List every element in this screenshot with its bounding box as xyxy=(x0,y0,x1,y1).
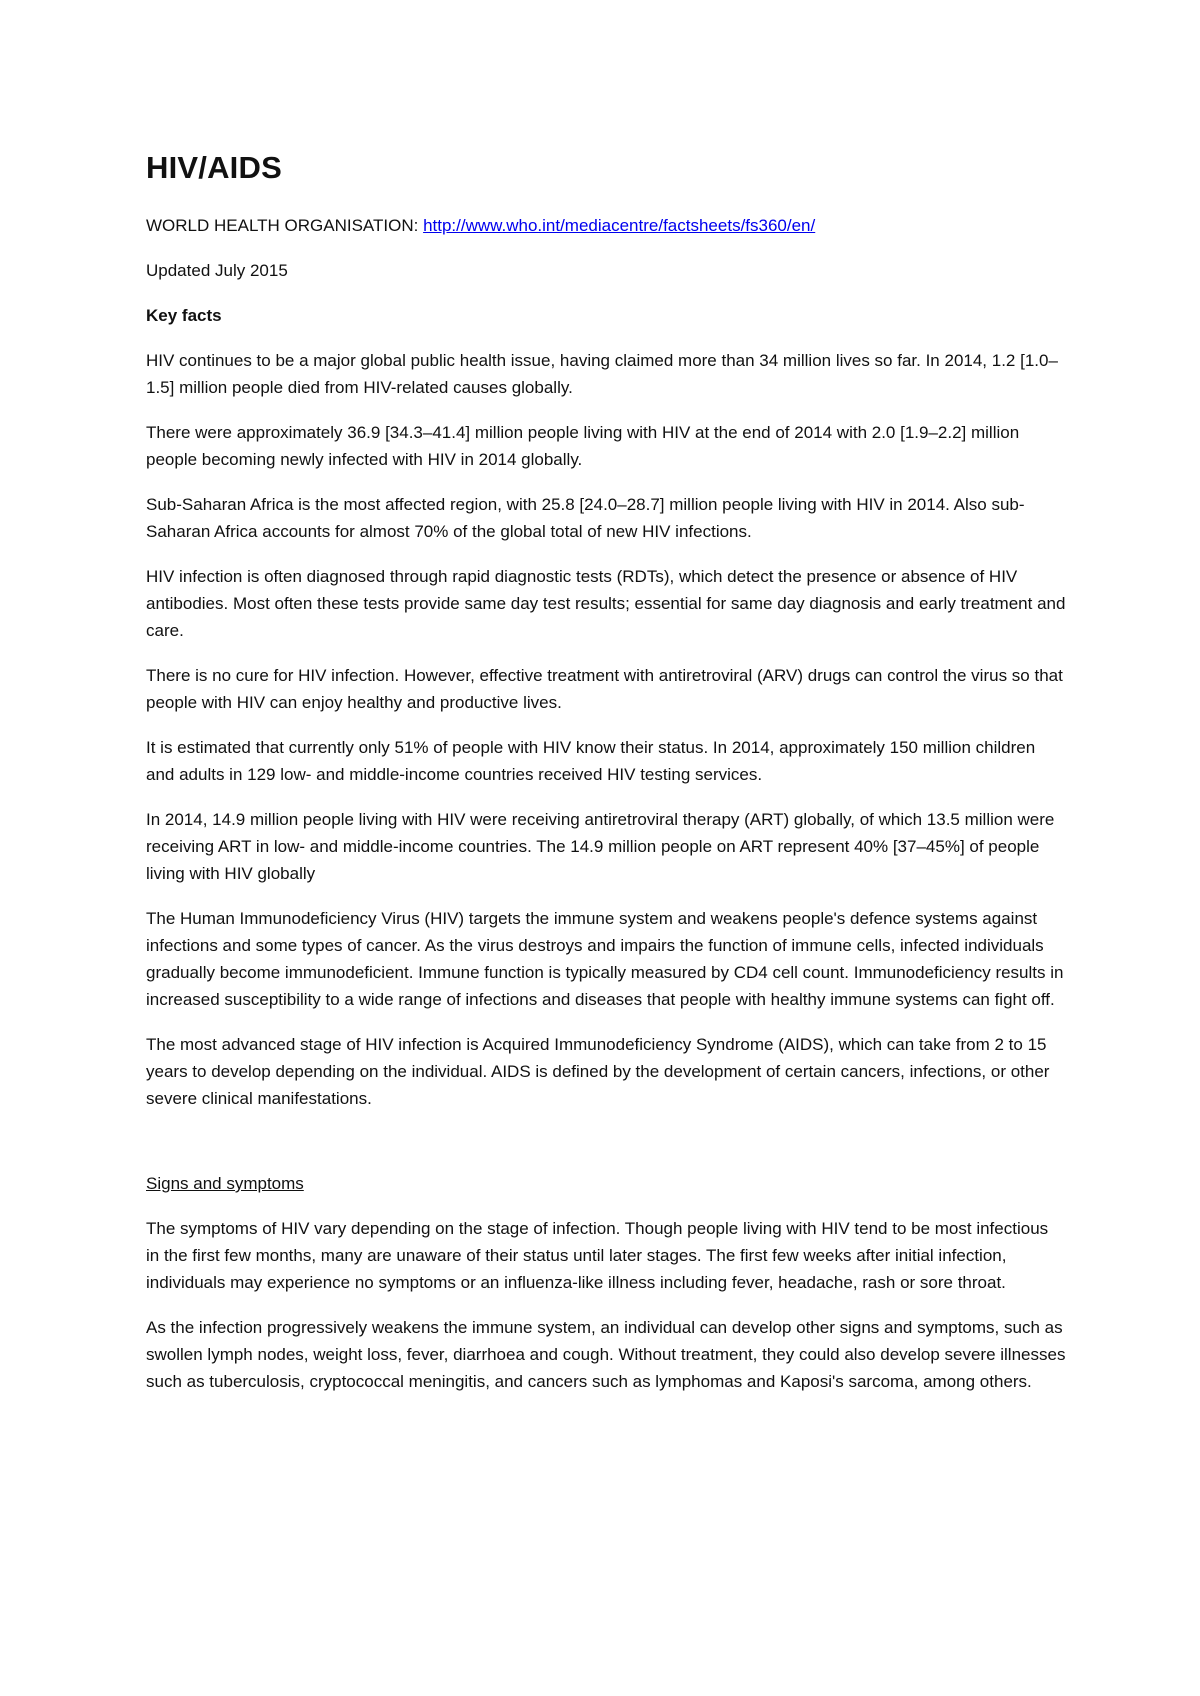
paragraph-3: Sub-Saharan Africa is the most affected region, with 25.8 [24.0–28.7] million people living with HIV in 2014. Also sub-Saharan Africa accounts for almost 70% of the global total of new HIV infections. xyxy=(146,495,1025,541)
updated-date: Updated July 2015 xyxy=(146,261,288,280)
document-title: HIV/AIDS xyxy=(146,150,282,185)
source-link[interactable]: http://www.who.int/mediacentre/factsheets/fs360/en/ xyxy=(423,216,816,235)
document-page xyxy=(146,150,1066,1413)
paragraph-9: The most advanced stage of HIV infection is Acquired Immunodeficiency Syndrome (AIDS), which can take from 2 to 15 years to develop depending on the individual. AIDS is defined by the development of certain cancers, infections, or other severe clinical manifestations. xyxy=(146,1035,1050,1108)
key-facts-heading: Key facts xyxy=(146,306,222,325)
paragraph-4: HIV infection is often diagnosed through rapid diagnostic tests (RDTs), which detect the presence or absence of HIV antibodies. Most often these tests provide same day test results; essential for same day diagnosis and early treatment and care. xyxy=(146,567,1066,640)
paragraph-1: HIV continues to be a major global public health issue, having claimed more than 34 million lives so far. In 2014, 1.2 [1.0–1.5] million people died from HIV-related causes globally. xyxy=(146,351,1058,397)
source-label: WORLD HEALTH ORGANISATION: xyxy=(146,216,419,235)
paragraph-6: It is estimated that currently only 51% of people with HIV know their status. In 2014, approximately 150 million children and adults in 129 low- and middle-income countries received HIV testing services. xyxy=(146,738,1036,784)
paragraph-8: The Human Immunodeficiency Virus (HIV) targets the immune system and weakens people's defence systems against infections and some types of cancer. As the virus destroys and impairs the function of immune cells, infected individuals gradually become immunodeficient. Immune function is typically measured by CD4 cell count. Immunodeficiency results in increased susceptibility to a wide range of infections and diseases that people with healthy immune systems can fight off. xyxy=(146,909,1064,1009)
signs-paragraph-2: As the infection progressively weakens the immune system, an individual can develop other signs and symptoms, such as swollen lymph nodes, weight loss, fever, diarrhoea and cough. Without treatment, they could also develop severe illnesses such as tuberculosis, cryptococcal meningitis, and cancers such as lymphomas and Kaposi's sarcoma, among others. xyxy=(146,1318,1066,1391)
signs-and-symptoms-heading: Signs and symptoms xyxy=(146,1174,304,1193)
source-line xyxy=(146,212,1066,239)
paragraph-5: There is no cure for HIV infection. However, effective treatment with antiretroviral (ARV) drugs can control the virus so that people with HIV can enjoy healthy and productive lives. xyxy=(146,666,1063,712)
signs-paragraph-1: The symptoms of HIV vary depending on the stage of infection. Though people living with HIV tend to be most infectious in the first few months, many are unaware of their status until later stages. The first few weeks after initial infection, individuals may experience no symptoms or an influenza-like illness including fever, headache, rash or sore throat. xyxy=(146,1219,1049,1292)
paragraph-7: In 2014, 14.9 million people living with HIV were receiving antiretroviral therapy (ART) globally, of which 13.5 million were receiving ART in low- and middle-income countries. The 14.9 million people on ART represent 40% [37–45%] of people living with HIV globally xyxy=(146,810,1055,883)
paragraph-2: There were approximately 36.9 [34.3–41.4] million people living with HIV at the end of 2014 with 2.0 [1.9–2.2] million people becoming newly infected with HIV in 2014 globally. xyxy=(146,423,1020,469)
